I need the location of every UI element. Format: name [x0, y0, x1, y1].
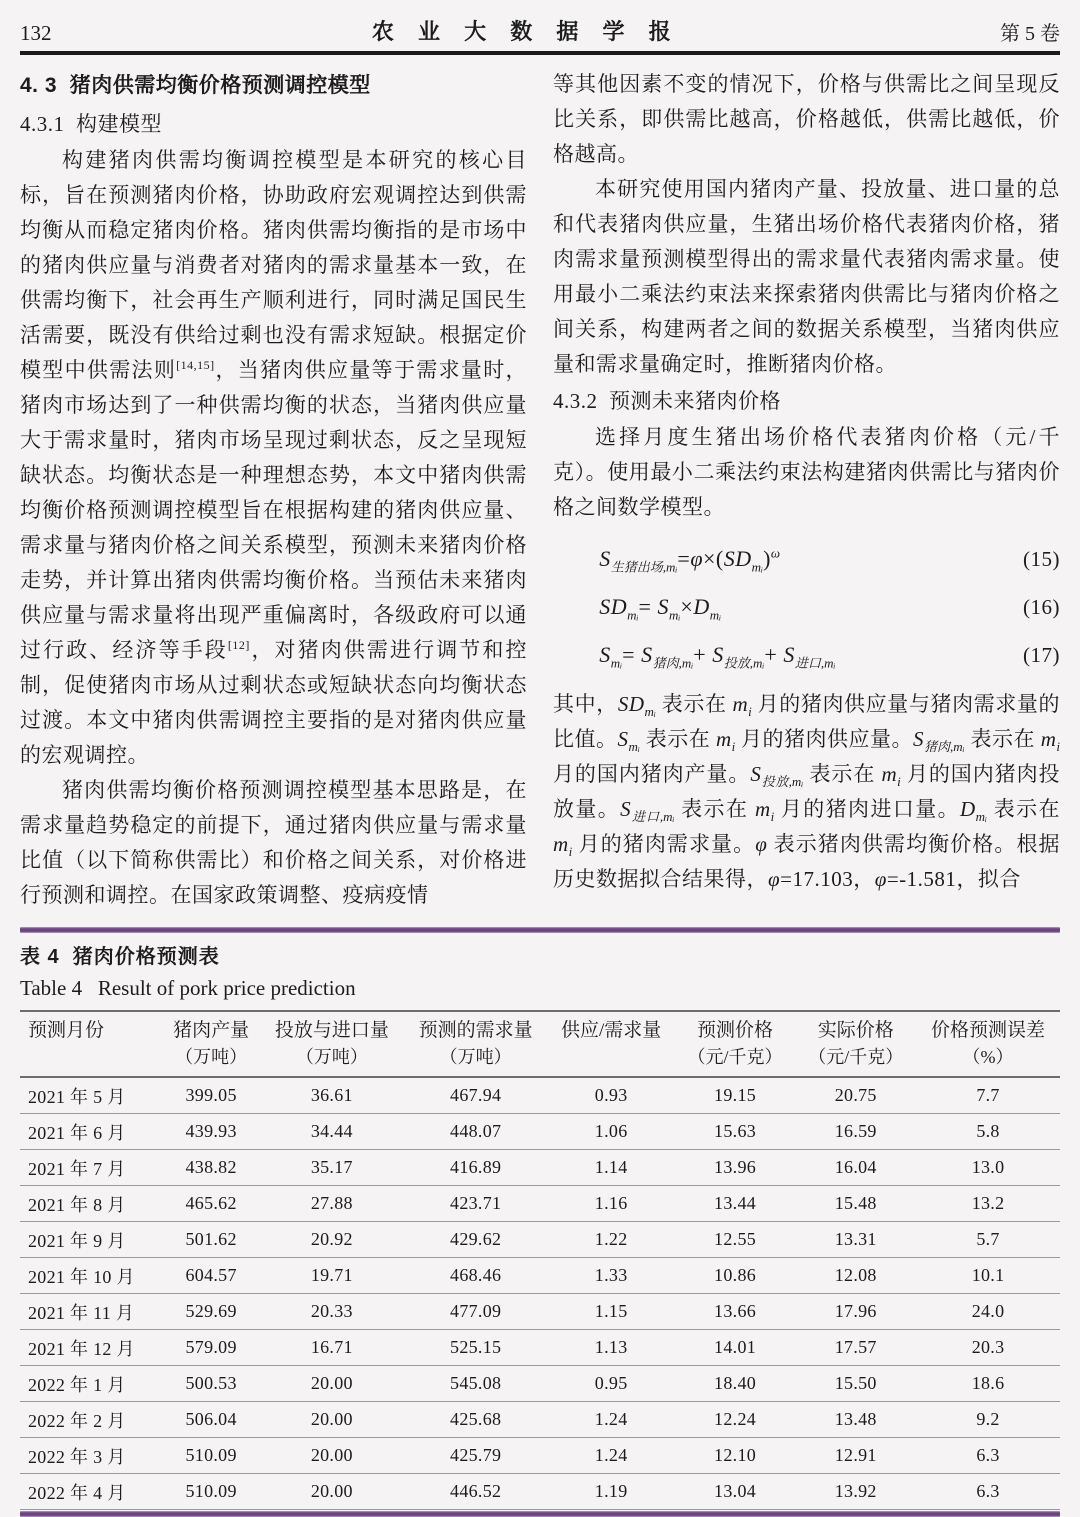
table-cell: 12.55	[675, 1222, 796, 1258]
table-cell: 19.15	[675, 1077, 796, 1114]
column-unit: （万吨）	[439, 1047, 512, 1067]
table-cell: 1.24	[548, 1402, 675, 1438]
table-title-en: Table 4 Result of pork price prediction	[20, 976, 356, 1000]
table-cell: 20.75	[795, 1077, 916, 1114]
table-cell: 15.63	[675, 1114, 796, 1150]
math-token: S	[712, 642, 724, 667]
table-cell: 34.44	[260, 1114, 404, 1150]
table-cell: 416.89	[404, 1150, 548, 1186]
table-cell: 0.95	[548, 1366, 675, 1402]
inline-math	[768, 867, 853, 891]
math-token: D	[960, 797, 976, 821]
subsection-heading-4-3-1: 4.3.1 构建模型	[20, 112, 162, 136]
two-column-body	[20, 67, 1060, 913]
math-token: φ	[874, 867, 887, 891]
table-cell: 13.04	[675, 1474, 796, 1510]
table-row	[20, 1294, 1060, 1330]
table-header-cell	[675, 1011, 796, 1077]
column-unit: （万吨）	[175, 1047, 248, 1067]
running-head	[20, 0, 1060, 46]
column-label: 预测月份	[28, 1020, 105, 1041]
math-token: 投放,mᵢ	[723, 655, 765, 671]
inline-math	[754, 797, 775, 825]
table-cell: 1.22	[548, 1222, 675, 1258]
table-cell: 425.68	[404, 1402, 548, 1438]
inline-math	[553, 832, 573, 860]
table-cell: 448.07	[404, 1114, 548, 1150]
table-title-cn: 表 4 猪肉价格预测表	[20, 946, 220, 968]
table-cell: 1.24	[548, 1438, 675, 1474]
math-token: ×(	[702, 546, 724, 571]
math-token: mᵢ	[627, 607, 639, 623]
equation-body	[599, 631, 835, 678]
math-token: S	[617, 727, 629, 751]
right-column	[553, 67, 1060, 913]
journal-title: 农 业 大 数 据 学 报	[371, 19, 680, 44]
math-token: S	[750, 762, 762, 786]
table-cell: 19.71	[260, 1258, 404, 1294]
math-token: φ	[768, 867, 781, 891]
table-cell: 20.00	[260, 1402, 404, 1438]
math-token: +	[764, 642, 784, 667]
paragraph: 选择月度生猪出场价格代表猪肉价格（元/千克）。使用最小二乘法约束法构建猪肉供需比与猪肉价格之间数学模型。	[553, 425, 1060, 519]
inline-math	[1040, 727, 1060, 755]
table-cell: 2022 年 2 月	[20, 1402, 162, 1438]
table-row	[20, 1150, 1060, 1186]
table-cell: 545.08	[404, 1366, 548, 1402]
data-table	[20, 1010, 1060, 1510]
math-token: i	[897, 774, 901, 790]
math-token: i	[731, 739, 736, 755]
table-header-row	[20, 1011, 1060, 1077]
table-cell: 529.69	[162, 1294, 260, 1330]
table-cell: 2021 年 12 月	[20, 1330, 162, 1366]
math-token: S	[783, 642, 795, 667]
table-cell: 16.04	[795, 1150, 916, 1186]
table-row	[20, 1366, 1060, 1402]
table-cell: 2021 年 10 月	[20, 1258, 162, 1294]
table-cell: 1.15	[548, 1294, 675, 1330]
accent-bar-top	[20, 927, 1060, 933]
table-cell: 27.88	[260, 1186, 404, 1222]
math-token: 进口,mᵢ	[631, 809, 675, 825]
table-cell: 17.57	[795, 1330, 916, 1366]
table-cell: 438.82	[162, 1150, 260, 1186]
table-cell: 13.2	[916, 1186, 1060, 1222]
paragraph: 本研究使用国内猪肉产量、投放量、进口量的总和代表猪肉供应量，生猪出场价格代表猪肉价格，猪肉需求量预测模型得出的需求量代表猪肉需求量。使用最小二乘法约束法来探索猪肉供需比与猪肉价格之间关系，构建两者之间的数据关系模型，当猪肉供应量和需求量确定时，推断猪肉价格。	[553, 177, 1060, 376]
table-row	[20, 1186, 1060, 1222]
table-header-cell	[548, 1011, 675, 1077]
table-row	[20, 1258, 1060, 1294]
math-token: ×	[680, 594, 694, 619]
table-cell: 20.00	[260, 1474, 404, 1510]
table-cell: 510.09	[162, 1438, 260, 1474]
math-token: i	[748, 704, 752, 720]
table-cell: 13.44	[675, 1186, 796, 1222]
equation-number: (15)	[1023, 547, 1060, 571]
math-token: 投放,mᵢ	[761, 774, 804, 790]
equation-body	[599, 583, 721, 630]
math-token: =17.103	[780, 867, 854, 891]
table-cell: 477.09	[404, 1294, 548, 1330]
table-cell: 429.62	[404, 1222, 548, 1258]
inline-math	[617, 692, 656, 720]
math-token: m	[715, 727, 732, 751]
table-row	[20, 1330, 1060, 1366]
table-cell: 20.92	[260, 1222, 404, 1258]
table-cell: 604.57	[162, 1258, 260, 1294]
table-cell: 20.33	[260, 1294, 404, 1330]
table-cell: 13.66	[675, 1294, 796, 1330]
table-cell: 501.62	[162, 1222, 260, 1258]
math-token: S	[599, 546, 611, 571]
table-cell: 13.31	[795, 1222, 916, 1258]
table-cell: 2021 年 5 月	[20, 1077, 162, 1114]
math-token: mᵢ	[644, 704, 656, 720]
table-header-cell	[404, 1011, 548, 1077]
table-cell: 2021 年 6 月	[20, 1114, 162, 1150]
table-cell: 5.7	[916, 1222, 1060, 1258]
table-header-cell	[916, 1011, 1060, 1077]
table-cell: 1.13	[548, 1330, 675, 1366]
table-section	[20, 927, 1060, 1517]
inline-math	[732, 692, 752, 720]
equation	[553, 583, 1060, 631]
table-cell: 500.53	[162, 1366, 260, 1402]
math-token: mᵢ	[975, 809, 988, 825]
math-token: m	[754, 797, 771, 821]
table-cell: 468.46	[404, 1258, 548, 1294]
math-token: i	[568, 844, 573, 860]
table-cell: 20.3	[916, 1330, 1060, 1366]
table-body	[20, 1077, 1060, 1510]
inline-math	[875, 867, 957, 891]
column-label: 实际价格	[817, 1020, 894, 1041]
column-label: 预测的需求量	[418, 1020, 533, 1041]
equation-body	[599, 535, 780, 582]
table-row	[20, 1222, 1060, 1258]
inline-math	[881, 762, 901, 790]
table-row	[20, 1077, 1060, 1114]
math-token: =	[677, 546, 691, 571]
table-row	[20, 1114, 1060, 1150]
math-token: mᵢ	[751, 559, 764, 575]
table-cell: 24.0	[916, 1294, 1060, 1330]
table-cell: 2021 年 8 月	[20, 1186, 162, 1222]
equation-number: (17)	[1023, 643, 1060, 667]
table-cell: 423.71	[404, 1186, 548, 1222]
equations	[553, 535, 1060, 679]
page-number: 132	[20, 21, 52, 45]
citation-ref: [12]	[227, 638, 250, 652]
math-token: =	[622, 642, 642, 667]
table-row	[20, 1402, 1060, 1438]
table-cell: 506.04	[162, 1402, 260, 1438]
table-cell: 579.09	[162, 1330, 260, 1366]
equation-number: (16)	[1023, 595, 1060, 619]
paragraph: 猪肉供需均衡价格预测调控模型基本思路是，在需求量趋势稳定的前提下，通过猪肉供应量与需求量比值（以下简称供需比）和价格之间关系，对价格进行预测和调控。在国家政策调整、疫病疫情	[20, 778, 527, 907]
subsection-heading-4-3-2: 4.3.2 预测未来猪肉价格	[553, 389, 781, 413]
table-cell: 465.62	[162, 1186, 260, 1222]
table-cell: 12.08	[795, 1258, 916, 1294]
math-token: 进口,mᵢ	[794, 655, 836, 671]
section-heading-4-3: 4. 3 猪肉供需均衡价格预测调控模型	[20, 74, 371, 97]
table-cell: 10.1	[916, 1258, 1060, 1294]
math-token: S	[599, 642, 611, 667]
table-cell: 1.06	[548, 1114, 675, 1150]
table-header-cell	[162, 1011, 260, 1077]
math-token: mᵢ	[628, 739, 640, 755]
math-token: i	[1056, 739, 1060, 755]
table-cell: 2022 年 1 月	[20, 1366, 162, 1402]
math-token: SD	[599, 594, 628, 619]
table-cell: 14.01	[675, 1330, 796, 1366]
math-token: S	[620, 797, 632, 821]
table-cell: 20.00	[260, 1438, 404, 1474]
table-cell: 2021 年 7 月	[20, 1150, 162, 1186]
column-unit: （元/千克）	[687, 1047, 783, 1067]
table-cell: 12.10	[675, 1438, 796, 1474]
math-token: m	[732, 692, 749, 716]
table-cell: 525.15	[404, 1330, 548, 1366]
table-cell: 13.48	[795, 1402, 916, 1438]
table-head	[20, 1011, 1060, 1077]
table-cell: 12.24	[675, 1402, 796, 1438]
paragraph: 等其他因素不变的情况下，价格与供需比之间呈现反比关系，即供需比越高，价格越低，供需比越低，价格越高。	[553, 72, 1060, 166]
inline-math	[620, 797, 675, 825]
table-cell: 16.59	[795, 1114, 916, 1150]
math-token: D	[693, 594, 710, 619]
volume-label: 第 5 卷	[1000, 23, 1060, 45]
inline-math	[913, 727, 965, 755]
math-token: m	[1040, 727, 1057, 751]
table-cell: 7.7	[916, 1077, 1060, 1114]
column-unit: （元/千克）	[808, 1047, 904, 1067]
table-cell: 2022 年 3 月	[20, 1438, 162, 1474]
math-token: 生猪出场,mᵢ	[610, 559, 678, 575]
math-token: )	[763, 546, 771, 571]
math-token: mᵢ	[709, 607, 722, 623]
table-header-cell	[260, 1011, 404, 1077]
table-cell: 6.3	[916, 1438, 1060, 1474]
column-label: 猪肉产量	[173, 1020, 250, 1041]
table-cell: 35.17	[260, 1150, 404, 1186]
table-cell: 446.52	[404, 1474, 548, 1510]
table-cell: 510.09	[162, 1474, 260, 1510]
paragraph: 构建猪肉供需均衡调控模型是本研究的核心目标，旨在预测猪肉价格，协助政府宏观调控达到供需均衡从而稳定猪肉价格。猪肉供需均衡指的是市场中的猪肉供应量与消费者对猪肉的需求量基本一致，在供需均衡下，社会再生产顺利进行，同时满足国民生活需要，既没有供给过剩也没有需求短缺。根据定价模型中供需法则[14,15]，当猪肉供应量等于需求量时，猪肉市场达到了一种供需均衡的状态，当猪肉供应量大于需求量时，猪肉市场呈现过剩状态，反之呈现短缺状态。均衡状态是一种理想态势，本文中猪肉供需均衡价格预测调控模型旨在根据构建的猪肉供应量、需求量与猪肉价格之间关系模型，预测未来猪肉价格走势，并计算出猪肉供需均衡价格。当预估未来猪肉供应量与需求量将出现严重偏离时，各级政府可以通过行政、经济等手段[12]，对猪肉供需进行调节和控制，促使猪肉市场从过剩状态或短缺状态向均衡状态过渡。本文中猪肉供需调控主要指的是对猪肉供应量的宏观调控。	[20, 148, 528, 767]
table-cell: 17.96	[795, 1294, 916, 1330]
table-cell: 1.14	[548, 1150, 675, 1186]
column-label: 价格预测误差	[931, 1020, 1046, 1041]
math-token: m	[553, 832, 569, 856]
math-token: S	[913, 727, 924, 751]
math-token: m	[881, 762, 898, 786]
table-row	[20, 1438, 1060, 1474]
math-token: SD	[723, 546, 752, 571]
math-token: S	[641, 642, 653, 667]
math-token: ω	[770, 545, 781, 561]
math-token: 猪肉,mᵢ	[924, 739, 965, 755]
table-cell: 0.93	[548, 1077, 675, 1114]
table-cell: 15.50	[795, 1366, 916, 1402]
table-cell: 5.8	[916, 1114, 1060, 1150]
column-unit: （万吨）	[295, 1047, 368, 1067]
header-rule	[20, 51, 1060, 55]
table-cell: 20.00	[260, 1366, 404, 1402]
column-label: 投放与进口量	[274, 1020, 389, 1041]
math-token: S	[657, 594, 669, 619]
table-cell: 1.33	[548, 1258, 675, 1294]
inline-math	[750, 762, 804, 790]
math-token: =	[638, 594, 658, 619]
table-cell: 13.96	[675, 1150, 796, 1186]
table-cell: 13.92	[795, 1474, 916, 1510]
math-token: mᵢ	[668, 607, 681, 623]
inline-math	[755, 832, 767, 856]
table-cell: 2021 年 9 月	[20, 1222, 162, 1258]
table-cell: 10.86	[675, 1258, 796, 1294]
table-cell: 15.48	[795, 1186, 916, 1222]
math-token: φ	[755, 832, 768, 856]
column-unit: （%）	[962, 1047, 1014, 1067]
table-cell: 13.0	[916, 1150, 1060, 1186]
math-token: φ	[690, 546, 703, 571]
table-cell: 439.93	[162, 1114, 260, 1150]
table-cell: 12.91	[795, 1438, 916, 1474]
table-row	[20, 1474, 1060, 1510]
math-token: SD	[617, 692, 645, 716]
inline-math	[617, 727, 640, 755]
equation	[553, 631, 1060, 679]
table-cell: 6.3	[916, 1474, 1060, 1510]
inline-math	[960, 797, 988, 825]
table-header-cell	[795, 1011, 916, 1077]
table-cell: 2021 年 11 月	[20, 1294, 162, 1330]
accent-bar-bottom	[20, 1511, 1060, 1517]
math-token: 猪肉,mᵢ	[652, 655, 694, 671]
column-label: 预测价格	[697, 1020, 774, 1041]
table-cell: 16.71	[260, 1330, 404, 1366]
table-cell: 2022 年 4 月	[20, 1474, 162, 1510]
paragraph: 其中，$SD_{mᵢ}$ 表示在 $m_i$ 月的猪肉供应量与猪肉需求量的比值。$S_{mᵢ}$ 表示在 $m_i$ 月的猪肉供应量。$S_{猪肉,mᵢ}$ 表示在 $m_i$ 月的国内猪肉产量。$S_{投放,mᵢ}$ 表示在 $m_i$ 月的国内猪肉投放量。$S_{进口,mᵢ}$ 表示在 $m_i$ 月的猪肉进口量。$D_{mᵢ}$ 表示在 $m_i$ 月的猪肉需求量。φ 表示猪肉供需均衡价格。根据历史数据拟合结果得，φ=17.103，φ=-1.581，拟合	[553, 692, 1061, 891]
math-token: i	[770, 809, 775, 825]
table-cell: 399.05	[162, 1077, 260, 1114]
math-token: +	[693, 642, 713, 667]
table-header-cell	[20, 1011, 162, 1077]
table-cell: 18.6	[916, 1366, 1060, 1402]
table-cell: 36.61	[260, 1077, 404, 1114]
table-cell: 425.79	[404, 1438, 548, 1474]
table-cell: 467.94	[404, 1077, 548, 1114]
table-cell: 1.16	[548, 1186, 675, 1222]
math-token: mᵢ	[610, 655, 623, 671]
inline-math	[715, 727, 736, 755]
table-cell: 1.19	[548, 1474, 675, 1510]
citation-ref: [14,15]	[176, 358, 215, 372]
table-cell: 18.40	[675, 1366, 796, 1402]
left-column	[20, 67, 527, 913]
math-token: =-1.581	[886, 867, 957, 891]
equation	[553, 535, 1060, 583]
table-cell: 9.2	[916, 1402, 1060, 1438]
column-label: 供应/需求量	[561, 1020, 662, 1041]
